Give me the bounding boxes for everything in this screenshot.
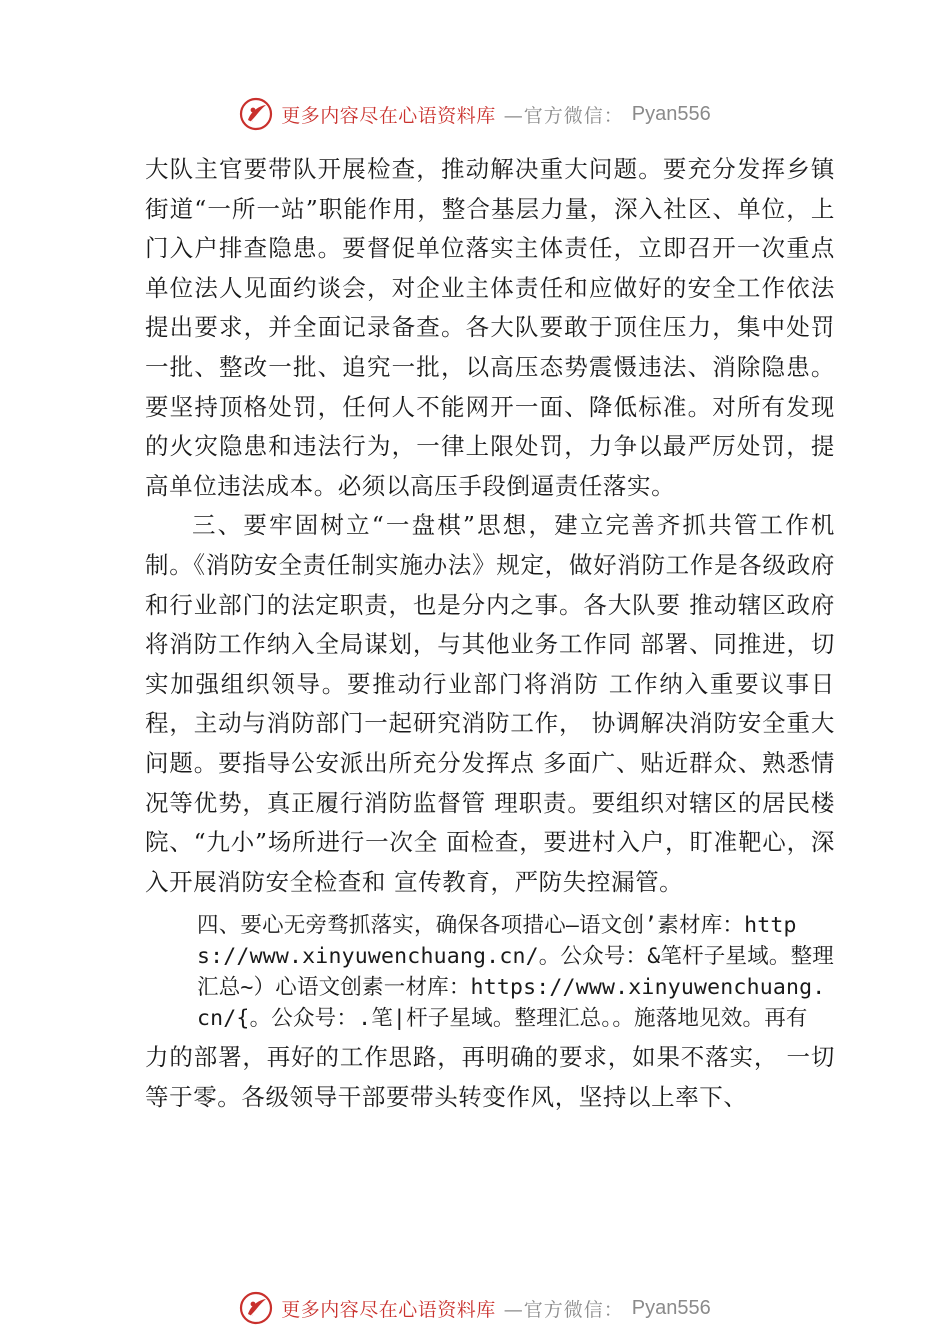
document-body bbox=[145, 150, 835, 1117]
header-prefix: 更多内容尽在心语资料库 bbox=[281, 104, 496, 127]
footer-prefix: 更多内容尽在心语资料库 bbox=[281, 1298, 496, 1321]
header-suffix: —官方微信： bbox=[503, 104, 624, 127]
paragraph-3: 四、要心无旁骛抓落实，确保各项措心—语文创’素材库：https://www.xinyuwenchuang.cn/。公众号：&笔杆子星域。整理汇总~）心语文创素一材库：https://www.xinyuwenchuang.cn/{。公众号：.笔|杆子星域。整理汇总。。施落地见效。再有 bbox=[197, 913, 834, 1032]
paragraph-2: 三、要牢固树立“一盘棋”思想，建立完善齐抓共管工作机制。《消防安全责任制实施办法》规定，做好消防工作是各级政府和行业部门的法定职责，也是分内之事。各大队要 推动辖区政府将消防工作纳入全局谋划，与其他业务工作同 部署、同推进，切实加强组织领导。要推动行业部门将消防 工作纳入重要议事日程，主动与消防部门一起研究消防工作， 协调解决消防安全重大问题。要指导公安派出所充分发挥点 多面广、贴近群众、熟悉情况等优势，真正履行消防监督管 理职责。要组织对辖区的居民楼院、“九小”场所进行一次全 面检查，要进村入户，盯准靶心，深入开展消防安全检查和 宣传教育，严防失控漏管。 bbox=[145, 511, 835, 896]
brand-logo-icon bbox=[239, 97, 273, 131]
paragraph-4: 力的部署，再好的工作思路，再明确的要求，如果不落实， 一切等于零。各级领导干部要带头转变作风，坚持以上率下、 bbox=[145, 1043, 835, 1111]
footer-watermark bbox=[0, 1288, 950, 1328]
footer-suffix: —官方微信： bbox=[503, 1298, 624, 1321]
paragraph-1: 大队主官要带队开展检查，推动解决重大问题。要充分发挥乡镇街道“一所一站”职能作用，整合基层力量，深入社区、单位，上门入户排查隐患。要督促单位落实主体责任，立即召开一次重点单位法人见面约谈会，对企业主体责任和应做好的安全工作依法提出要求，并全面记录备查。各大队要敢于顶住压力，集中处罚一批、整改一批、追究一批，以高压态势震慑违法、消除隐患。要坚持顶格处罚，任何人不能网开一面、降低标准。对所有发现的火灾隐患和违法行为，一律上限处罚，力争以最严厉处罚，提高单位违法成本。必须以高压手段倒逼责任落实。 bbox=[145, 155, 835, 500]
footer-account: Pyan556 bbox=[631, 1296, 711, 1319]
brand-logo-icon bbox=[239, 1291, 273, 1325]
header-account: Pyan556 bbox=[631, 102, 711, 125]
header-watermark bbox=[0, 94, 950, 134]
